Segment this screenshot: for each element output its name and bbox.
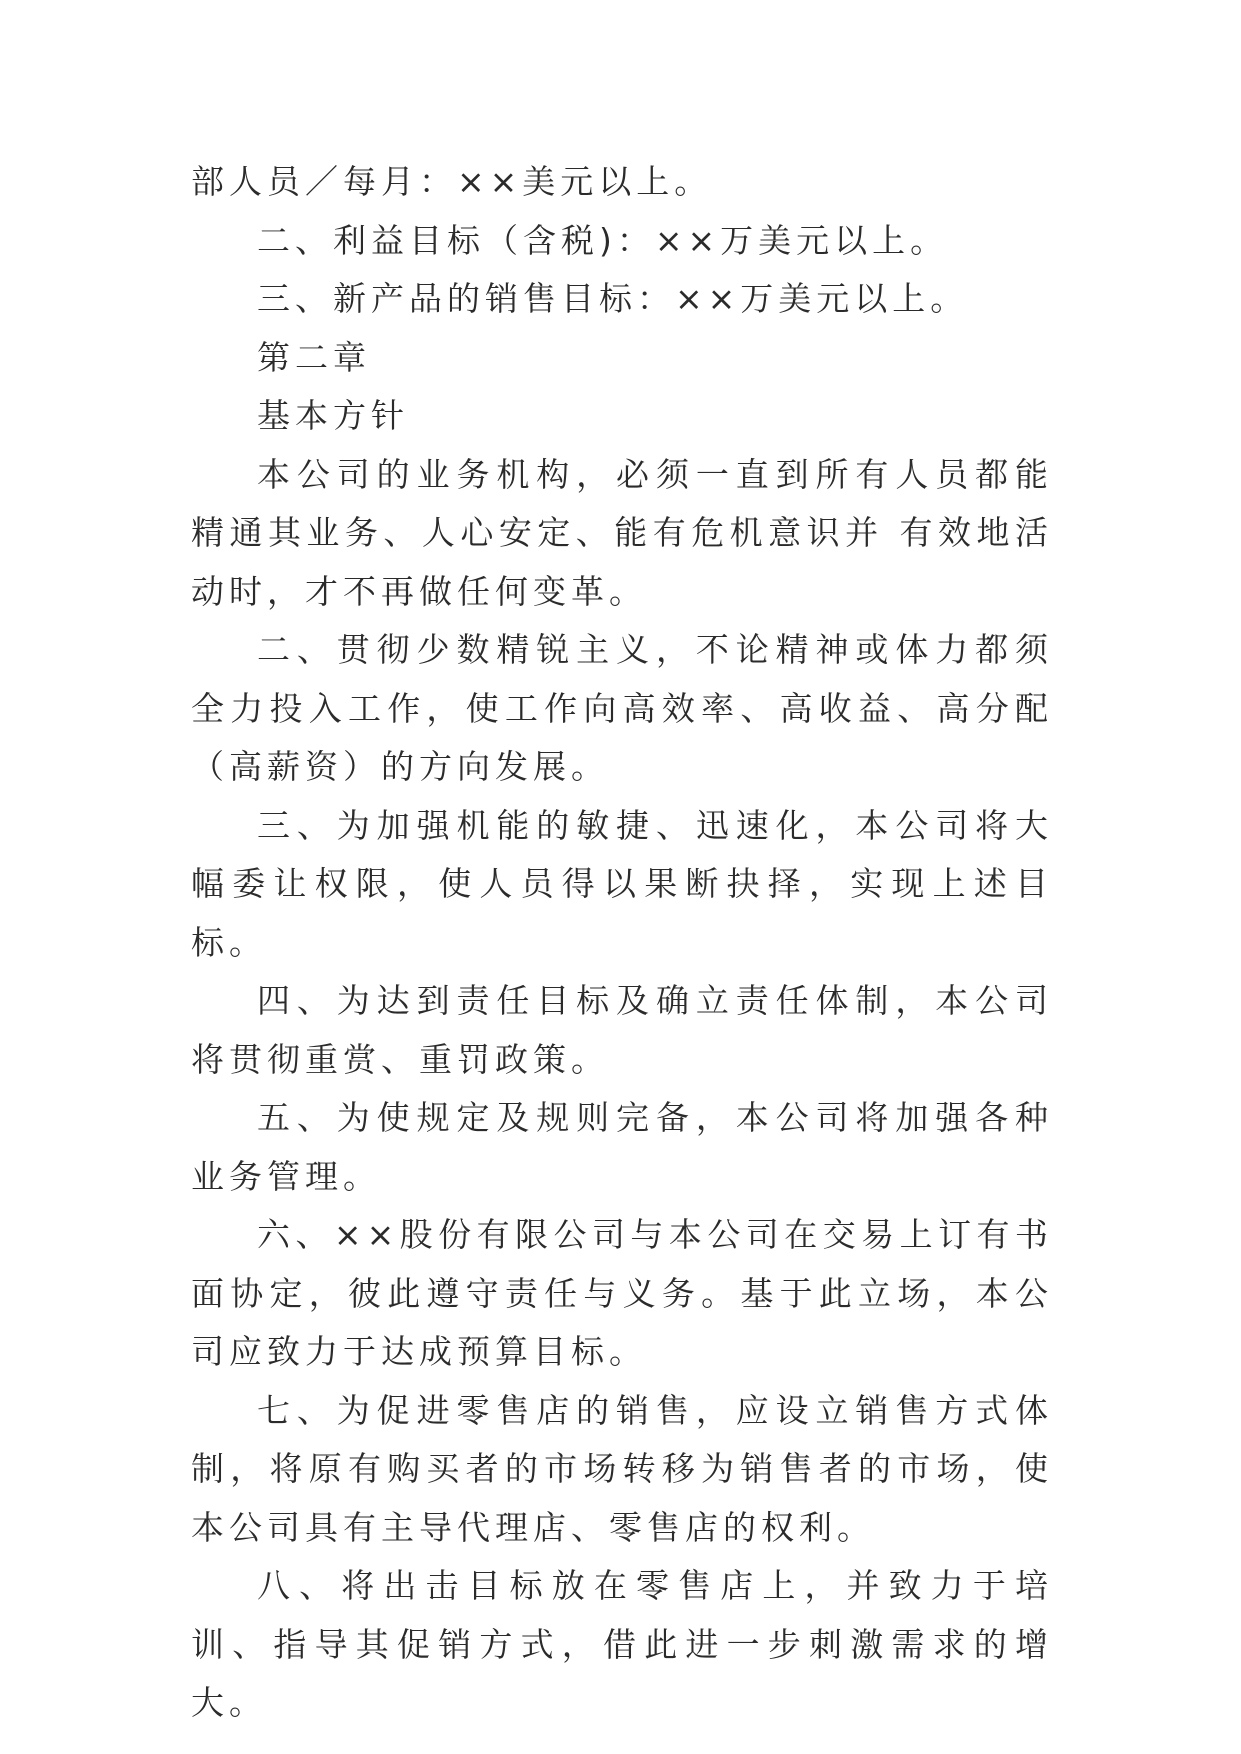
chapter-heading: 第二章 (257, 337, 371, 377)
paragraph-continuation: 部人员／每月：××美元以上。 (191, 162, 713, 201)
paragraph-policy-2: 二、贯彻少数精锐主义，不论精神或体力都须全力投入工作，使工作向高效率、高收益、高分配（高薪资）的方向发展。 (191, 630, 1053, 786)
paragraph-profit-target: 二、利益目标（含税)：××万美元以上。 (257, 220, 949, 260)
paragraph-policy-4: 四、为达到责任目标及确立责任体制，本公司将贯彻重赏、重罚政策。 (191, 981, 1053, 1079)
document-body (191, 153, 1053, 1733)
paragraph-policy-5: 五、为使规定及规则完备，本公司将加强各种业务管理。 (191, 1098, 1053, 1196)
paragraph-policy-1: 本公司的业务机构，必须一直到所有人员都能精通其业务、人心安定、能有危机意识并 有效地活动时，才不再做任何变革。 (191, 454, 1053, 611)
paragraph-policy-7: 七、为促进零售店的销售，应设立销售方式体制，将原有购买者的市场转移为销售者的市场，使本公司具有主导代理店、零售店的权利。 (191, 1390, 1053, 1547)
paragraph-new-product-target: 三、新产品的销售目标：××万美元以上。 (257, 279, 969, 318)
paragraph-policy-6: 六、××股份有限公司与本公司在交易上订有书面协定，彼此遵守责任与义务。基于此立场，本公司应致力于达成预算目标。 (191, 1215, 1053, 1371)
paragraph-policy-8: 八、将出击目标放在零售店上，并致力于培训、指导其促销方式，借此进一步刺激需求的增大。 (191, 1566, 1053, 1722)
section-heading: 基本方针 (257, 396, 409, 435)
paragraph-policy-3: 三、为加强机能的敏捷、迅速化，本公司将大幅委让权限，使人员得以果断抉择，实现上述目标。 (191, 805, 1053, 962)
